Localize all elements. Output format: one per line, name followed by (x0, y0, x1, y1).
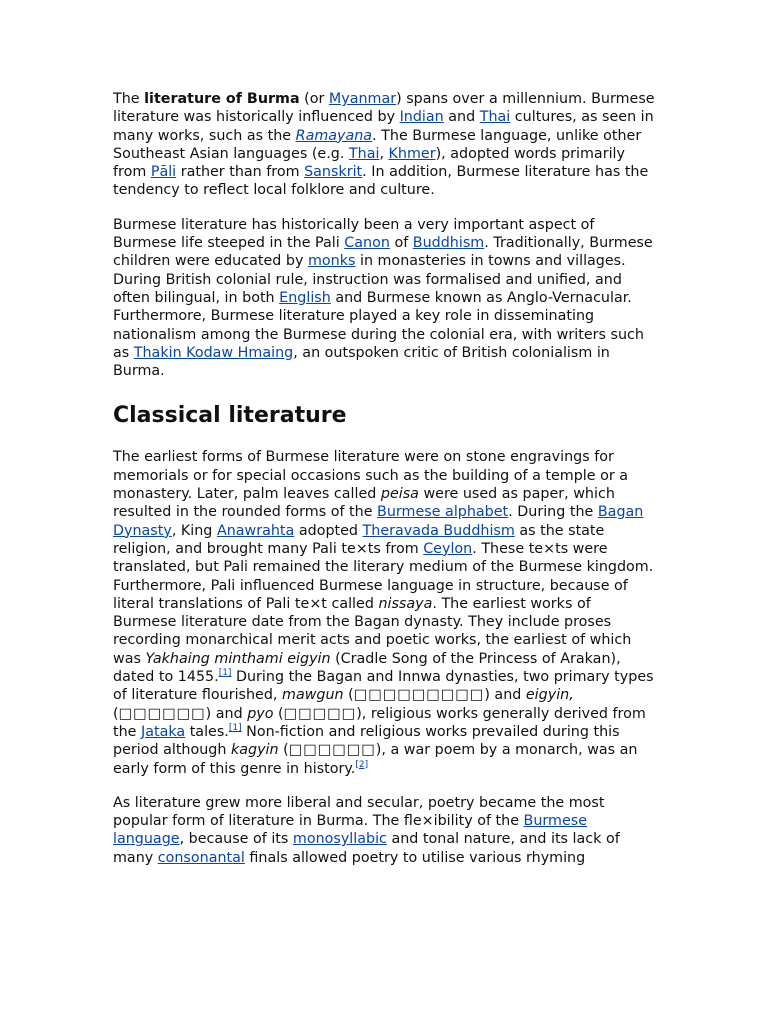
section-heading-classical-literature: Classical literature (113, 403, 347, 429)
link-khmer[interactable]: Khmer (388, 145, 436, 162)
link-sanskrit[interactable]: Sanskrit (304, 164, 363, 181)
text: Burmese literature has historically been a very important aspect of Burmese life steeped in the Pali (113, 216, 595, 252)
text: , King (171, 522, 217, 539)
text: . These te×ts were translated, but Pali remained the literary medium of the Burmese kingdom. Furthermore, Pali influenced Burmese language in structure, because of literal translations of Pali te×t called (113, 540, 654, 612)
reference-sup (229, 723, 242, 733)
text: rather than from (176, 164, 305, 181)
text: ( (273, 705, 284, 722)
text: ( (343, 687, 354, 704)
link-buddhism[interactable]: Buddhism (412, 235, 485, 252)
text: and tonal nature, and its lack of many (113, 831, 620, 866)
link-anawrahta[interactable]: Anawrahta (216, 522, 295, 539)
link-thai[interactable]: Thai (348, 145, 380, 162)
text: (Cradle Song of the Princess of Arakan), dated to 1455. (113, 650, 621, 686)
link-ceylon[interactable]: Ceylon (423, 540, 473, 557)
poetry-paragraph (113, 794, 658, 867)
italic-term: eigyin, (525, 687, 574, 704)
italic-term: nissaya (378, 595, 433, 612)
italic-term: kagyin (230, 742, 279, 759)
text: , because of its (179, 831, 293, 848)
text: ), religious works generally derived from the (113, 705, 646, 740)
text: . The Burmese language, unlike other Southeast Asian languages (e.g. (113, 127, 642, 162)
italic-term: Yakhaing minthami eigyin (145, 650, 331, 667)
link-consonantal[interactable]: consonantal (157, 849, 245, 866)
reference-sup (355, 760, 368, 770)
link-pali[interactable]: Pāli (150, 164, 177, 181)
link-indian[interactable]: Indian (399, 109, 444, 126)
link-thakin-kodaw-hmaing[interactable]: Thakin Kodaw Hmaing (133, 344, 294, 361)
reference-link-1[interactable]: [1] (228, 722, 242, 733)
text: . In addition, Burmese literature has the tendency to reflect local folklore and culture. (113, 164, 649, 199)
text: were used as paper, which resulted in the rounded forms of the (113, 486, 615, 521)
italic-term: pyo (247, 705, 274, 722)
text: As literature grew more liberal and secular, poetry became the most popular form of literature in Burma. The fle×ibility of the (113, 794, 605, 830)
text: finals allowed poetry to utilise various rhyming (244, 849, 586, 866)
text: . Traditionally, Burmese children were educated by (113, 235, 653, 270)
missing-glyphs: □□□□□□□□□ (353, 687, 485, 704)
ramayana-italic: Ramayana (295, 127, 373, 144)
text: ), a war poem by a monarch, was an early form of this genre in history. (113, 742, 638, 777)
missing-glyphs: □□□□□ (283, 705, 357, 722)
article-title-bold: literature of Burma (144, 91, 300, 107)
text: as the state religion, and brought many Pali te×ts from (113, 522, 605, 557)
link-monks[interactable]: monks (307, 253, 356, 270)
text: cultures, as seen in many works, such as the (113, 109, 654, 144)
text: , an outspoken critic of British colonialism in Burma. (113, 344, 610, 380)
classical-paragraph (113, 448, 658, 777)
italic-term: peisa (380, 486, 419, 503)
text: ) and (484, 687, 526, 704)
link-thai[interactable]: Thai (479, 109, 511, 126)
text: ( (113, 705, 119, 722)
text: in monasteries in towns and villages. During British colonial rule, instruction was formalised and unified, and often bilingual, in both (113, 253, 626, 306)
italic-term: mawgun (282, 687, 344, 704)
text: ), adopted words primarily from (113, 145, 625, 181)
link-jataka[interactable]: Jataka (141, 723, 186, 740)
text: The (113, 91, 145, 107)
text: of (389, 235, 413, 252)
missing-glyphs: □□□□□□ (118, 705, 206, 722)
text: . The earliest works of Burmese literature date from the Bagan dynasty. They include proses recording monarchical merit acts and poetic works, the earliest of which was (113, 595, 632, 667)
link-burmese-alphabet[interactable]: Burmese alphabet (377, 504, 509, 521)
text: adopted (294, 522, 363, 539)
link-english[interactable]: English (279, 289, 331, 306)
text: The earliest forms of Burmese literature were on stone engravings for memorials or for special occasions such as the building of a temple or a monastery. Later, palm leaves called (113, 449, 629, 503)
link-myanmar[interactable]: Myanmar (328, 91, 397, 107)
reference-link-1[interactable]: [1] (218, 668, 232, 679)
text: Non-fiction and religious works prevailed during this period although (113, 723, 620, 759)
link-canon[interactable]: Canon (344, 235, 390, 252)
reference-link-2[interactable]: [2] (355, 759, 369, 770)
link-burmese-language[interactable]: Burmese language (113, 813, 588, 848)
text: , (379, 145, 389, 162)
text: . During the (508, 504, 598, 521)
text: and (443, 109, 480, 126)
text: During the Bagan and Innwa dynasties, two primary types of literature flourished, (113, 669, 654, 704)
text: ) spans over a millennium. Burmese literature was historically influenced by (113, 91, 655, 126)
link-ramayana[interactable] (296, 128, 372, 144)
intro-paragraph (113, 90, 658, 200)
link-monosyllabic[interactable]: monosyllabic (292, 831, 387, 848)
text: tales. (185, 723, 229, 740)
missing-glyphs: □□□□□□ (288, 742, 376, 759)
text: ( (278, 742, 289, 759)
link-bagan-dynasty[interactable]: Bagan Dynasty (113, 504, 644, 539)
link-theravada-buddhism[interactable]: Theravada Buddhism (362, 522, 515, 539)
text: (or (299, 91, 329, 107)
text: and Burmese known as Anglo-Vernacular. Furthermore, Burmese literature played a key role in disseminating nationalism among the Burmese during the colonial era, with writers such as (113, 289, 644, 361)
text: ) and (205, 705, 248, 722)
education-paragraph (113, 216, 658, 381)
article-body (113, 90, 658, 867)
reference-sup (219, 668, 232, 678)
